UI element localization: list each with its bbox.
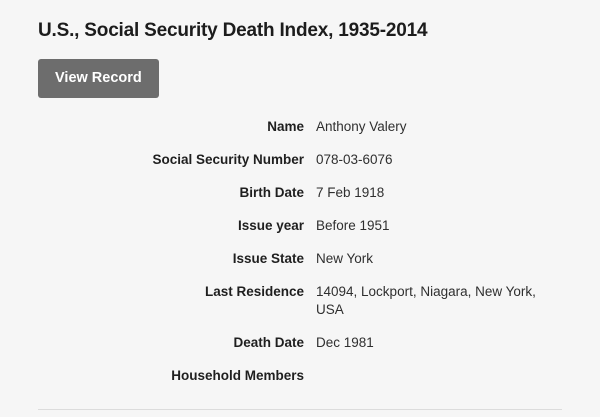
section-divider [38, 409, 562, 410]
field-value-text: Anthony Valery [316, 119, 407, 134]
field-value-birth-date [314, 184, 562, 217]
field-value-text: 7 Feb 1918 [316, 185, 385, 200]
field-label-name: Name [267, 119, 304, 134]
field-value-household-members [314, 367, 562, 399]
record-fields-table [38, 118, 562, 399]
field-label-birth-date: Birth Date [239, 185, 304, 200]
table-row [38, 250, 562, 283]
field-label-issue-state: Issue State [232, 251, 304, 266]
table-row [38, 118, 562, 151]
field-label-last-residence: Last Residence [204, 284, 304, 299]
view-record-button[interactable]: View Record [38, 59, 159, 98]
field-value-text: 078-03-6076 [316, 152, 393, 167]
table-row [38, 283, 562, 334]
field-value-text: 14094, Lockport, Niagara, New York, USA [316, 284, 536, 317]
table-row [38, 151, 562, 184]
table-row [38, 367, 562, 399]
field-value-text: New York [316, 251, 374, 266]
field-label-issue-year: Issue year [237, 218, 304, 233]
table-row [38, 334, 562, 367]
field-label-household-members: Household Members [171, 368, 304, 383]
field-label-death-date: Death Date [233, 335, 304, 350]
field-value-death-date [314, 334, 562, 367]
field-label-social-security-number: Social Security Number [152, 152, 304, 167]
field-value-text: Dec 1981 [316, 335, 374, 350]
field-value-last-residence [314, 283, 562, 334]
table-row [38, 217, 562, 250]
field-value-name [314, 118, 562, 151]
button-row [38, 59, 562, 98]
field-value-text: Before 1951 [316, 218, 390, 233]
field-value-social-security-number [314, 151, 562, 184]
field-value-issue-state [314, 250, 562, 283]
field-value-issue-year [314, 217, 562, 250]
page-title: U.S., Social Security Death Index, 1935-2014 [38, 20, 428, 41]
table-row [38, 184, 562, 217]
